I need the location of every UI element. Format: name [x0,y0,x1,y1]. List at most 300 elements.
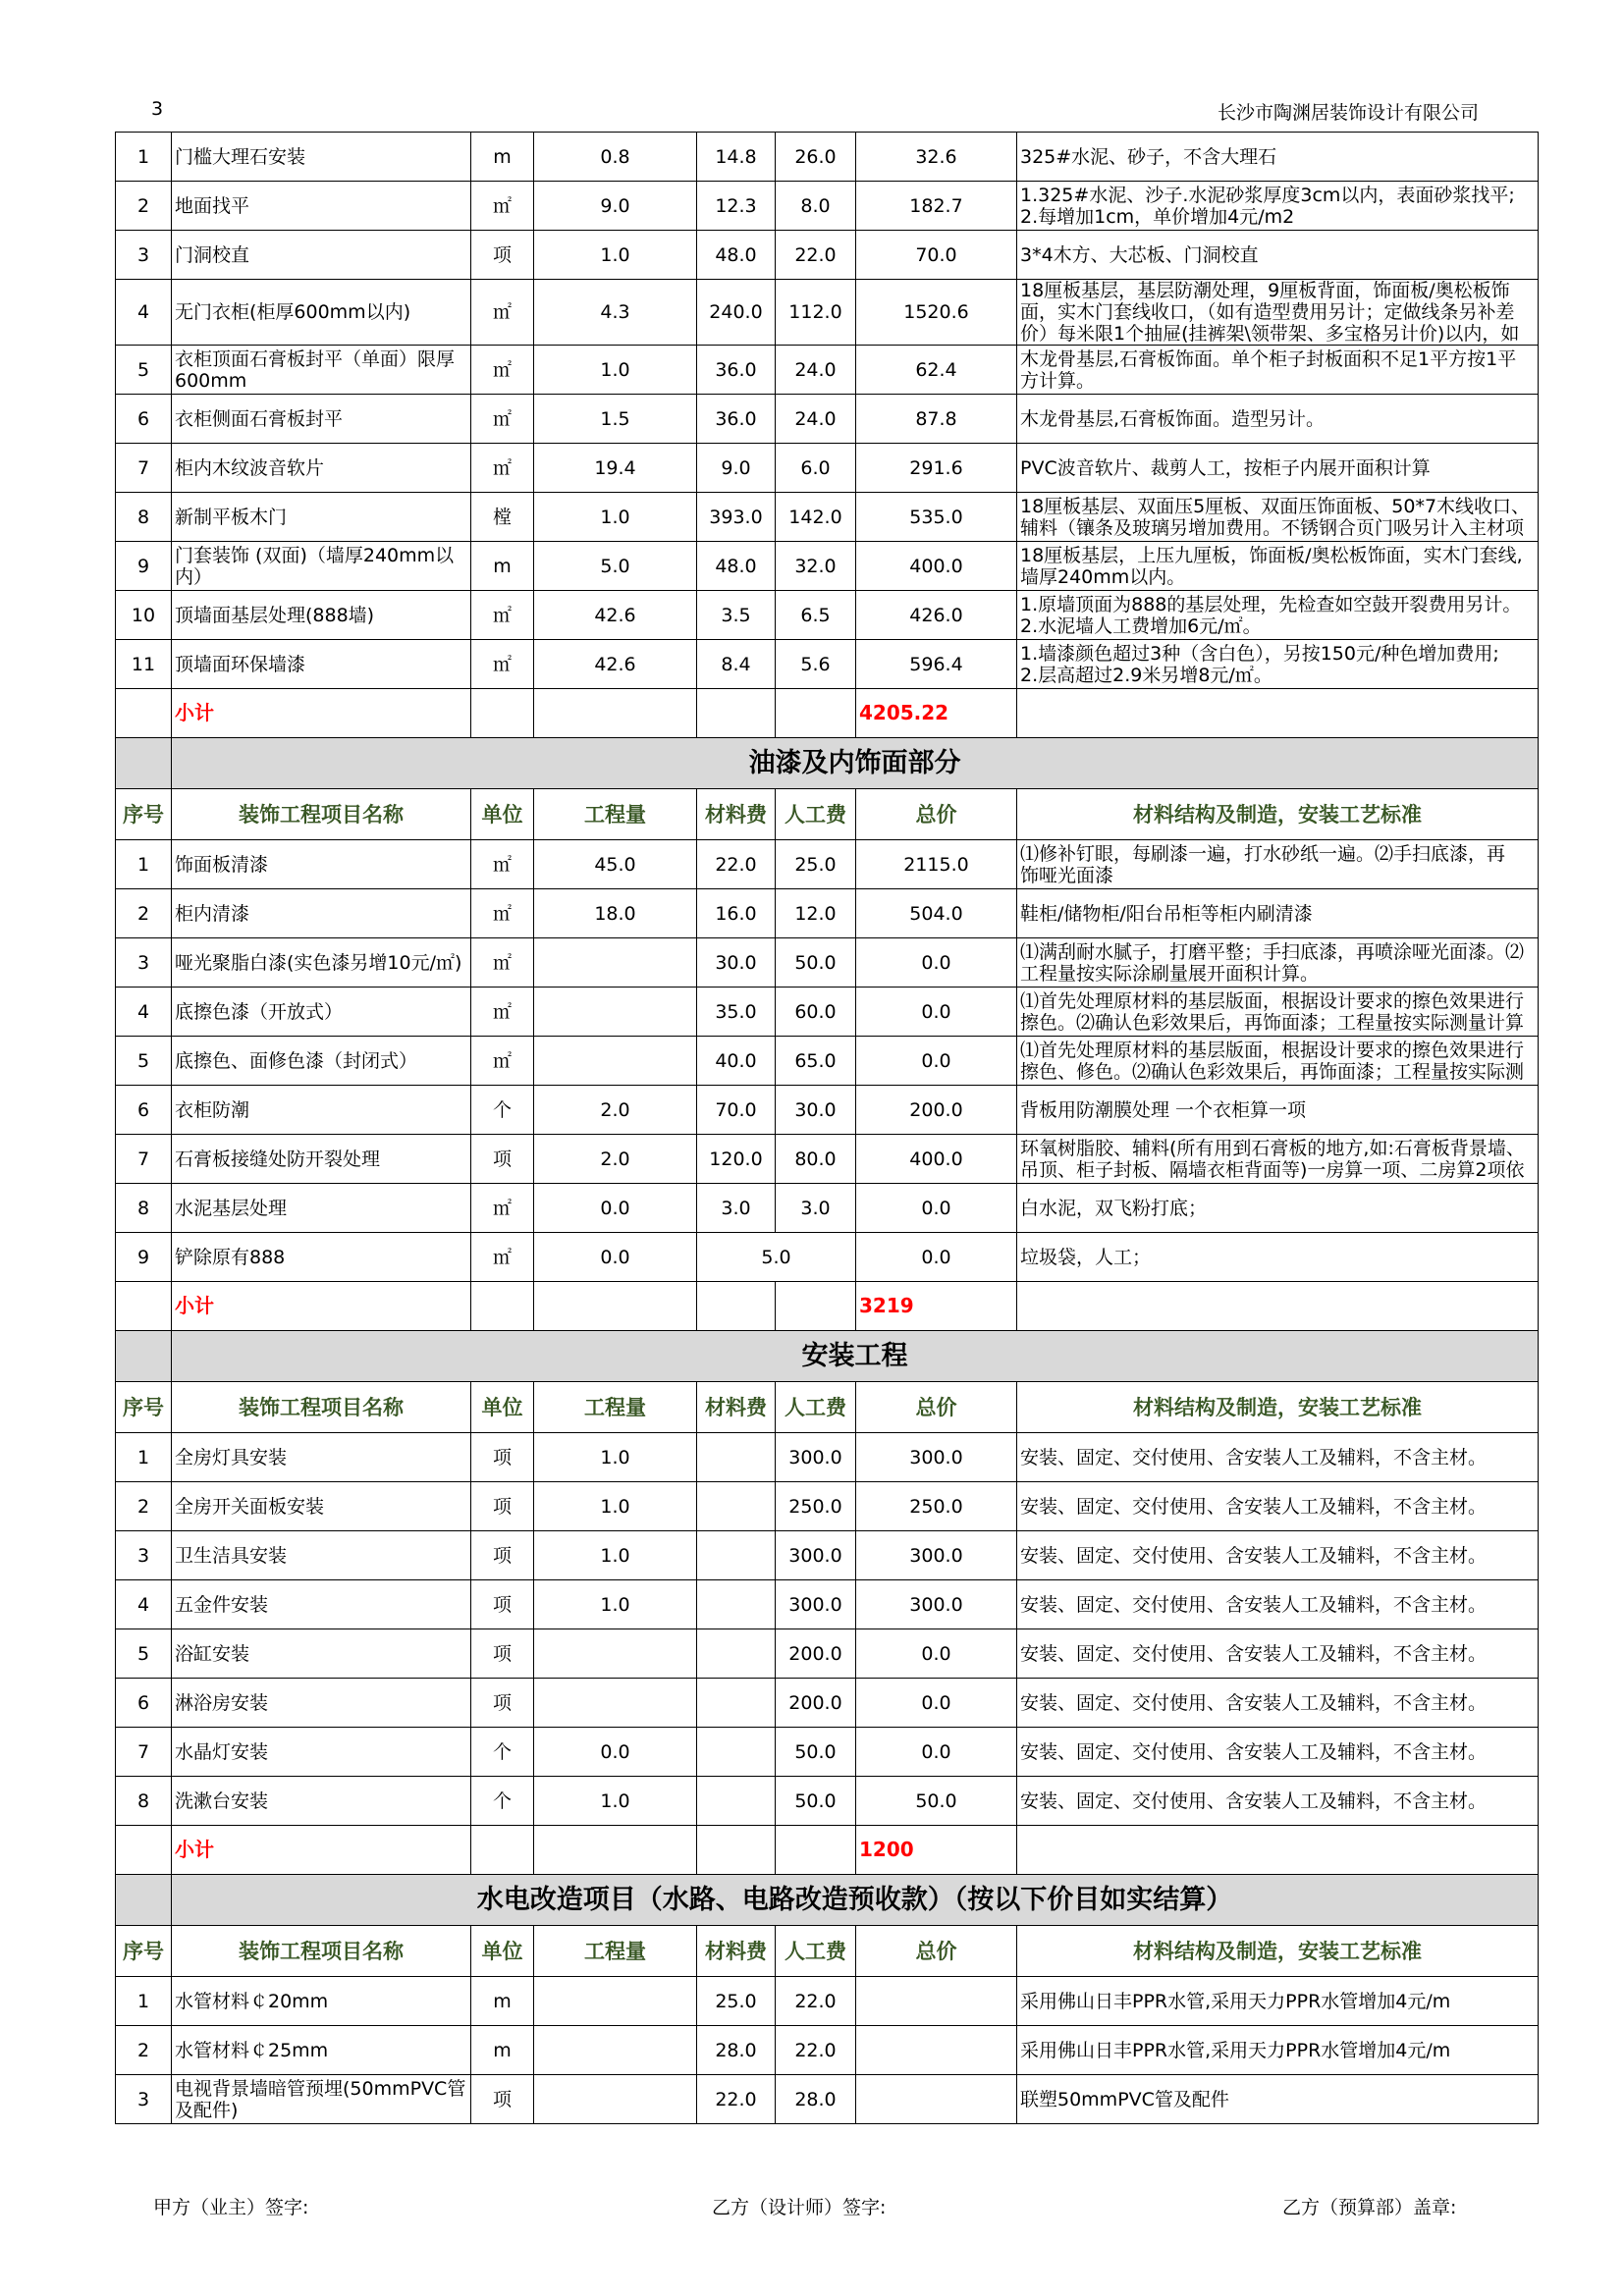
description-line: 方计算。 [1020,369,1096,392]
column-header-unit: 单位 [471,1382,534,1433]
total-price: 0.0 [856,938,1017,988]
material-cost: 16.0 [697,889,776,938]
description-line: 18厘板基层，基层防潮处理，9厘板背面，饰面板/奥松板饰 [1020,280,1510,301]
column-header-row [116,1926,1539,1977]
item-name: 底擦色漆（开放式） [172,988,471,1037]
quantity: 9.0 [534,182,697,231]
column-header-total: 总价 [856,1382,1017,1433]
quantity: 2.0 [534,1086,697,1135]
subtotal-value-cell [856,1282,1017,1331]
description-line: 2.每增加1cm，单价增加4元/m2 [1020,205,1295,228]
quantity: 1.0 [534,493,697,542]
item-name: 新制平板木门 [172,493,471,542]
material-cost [697,1679,776,1728]
item-name: 水晶灯安装 [172,1728,471,1777]
table-row [116,182,1539,231]
labor-cost: 25.0 [776,840,856,889]
item-name: 水管材料￠20mm [172,1977,471,2026]
quantity: 45.0 [534,840,697,889]
quantity: 42.6 [534,591,697,640]
material-cost: 22.0 [697,840,776,889]
quantity [534,1679,697,1728]
description [1017,1777,1539,1826]
total-price: 50.0 [856,1777,1017,1826]
description [1017,988,1539,1037]
total-price: 32.6 [856,133,1017,182]
total-price: 0.0 [856,1037,1017,1086]
material-cost: 36.0 [697,395,776,444]
description-line: 工程量按实际涂刷量展开面积计算。 [1020,962,1320,985]
table-row [116,1728,1539,1777]
material-cost [697,1433,776,1482]
row-number: 7 [116,1728,172,1777]
description-line: 联塑50mmPVC管及配件 [1020,2088,1229,2110]
labor-cost: 28.0 [776,2075,856,2124]
quantity: 1.0 [534,1777,697,1826]
item-name: 全房灯具安装 [172,1433,471,1482]
description [1017,1233,1539,1282]
unit: ㎡ [471,280,534,346]
subtotal-empty-cell [776,689,856,738]
page-number: 3 [151,98,164,120]
table-row [116,1135,1539,1184]
quantity [534,1037,697,1086]
material-cost: 36.0 [697,346,776,395]
table-row [116,1531,1539,1580]
column-header-desc: 材料结构及制造，安装工艺标准 [1017,1926,1539,1977]
description [1017,542,1539,591]
table-row [116,1086,1539,1135]
item-name: 石膏板接缝处防开裂处理 [172,1135,471,1184]
labor-cost: 22.0 [776,2026,856,2075]
total-price: 426.0 [856,591,1017,640]
description [1017,182,1539,231]
labor-cost: 142.0 [776,493,856,542]
table-row [116,1184,1539,1233]
material-cost: 48.0 [697,542,776,591]
party-b-designer-signature: 乙方（设计师）签字: [712,2197,887,2218]
description-line: 安装、固定、交付使用、含安装人工及辅料，不含主材。 [1020,1642,1488,1665]
description [1017,346,1539,395]
material-cost: 12.3 [697,182,776,231]
item-name: 淋浴房安装 [172,1679,471,1728]
description-line: 1.325#水泥、沙子.水泥砂浆厚度3cm以内，表面砂浆找平; [1020,184,1515,206]
description-line: 325#水泥、砂子，不含大理石 [1020,145,1277,168]
quantity: 1.0 [534,1482,697,1531]
description-line: ⑴首先处理原材料的基层版面，根据设计要求的擦色效果进行 [1020,1039,1525,1061]
table-row [116,1580,1539,1629]
table-row [116,542,1539,591]
description-line: 面，实木门套线收口，（如有造型费用另计；定做线条另补差 [1020,301,1515,323]
description-line: 安装、固定、交付使用、含安装人工及辅料，不含主材。 [1020,1789,1488,1812]
row-number: 3 [116,938,172,988]
item-name: 衣柜侧面石膏板封平 [172,395,471,444]
subtotal-value-cell [856,689,1017,738]
material-cost [697,1580,776,1629]
unit: m [471,1977,534,2026]
description-line: 辅料（镶条及玻璃另增加费用。不锈钢合页门吸另计入主材项 [1020,516,1525,539]
description-line: ⑴首先处理原材料的基层版面，根据设计要求的擦色效果进行 [1020,989,1525,1012]
description [1017,1135,1539,1184]
column-header-name: 装饰工程项目名称 [172,789,471,840]
item-name: 洗漱台安装 [172,1777,471,1826]
combined-cost: 5.0 [697,1233,856,1282]
subtotal-empty-cell [1017,1282,1539,1331]
table-row [116,938,1539,988]
description-line: 安装、固定、交付使用、含安装人工及辅料，不含主材。 [1020,1495,1488,1518]
quantity [534,2075,697,2124]
column-header-total: 总价 [856,789,1017,840]
item-name: 衣柜防潮 [172,1086,471,1135]
description-line: 擦色。⑵确认色彩效果后，再饰面漆；工程量按实际测量计算 [1020,1011,1525,1034]
labor-cost: 200.0 [776,1679,856,1728]
material-cost: 3.5 [697,591,776,640]
subtotal-value: 1200 [859,1838,914,1861]
column-header-qty: 工程量 [534,1926,697,1977]
quantity: 18.0 [534,889,697,938]
description-line: ⑴满刮耐水腻子，打磨平整；手扫底漆，再喷涂哑光面漆。⑵ [1020,940,1525,963]
material-cost: 35.0 [697,988,776,1037]
labor-cost: 32.0 [776,542,856,591]
description [1017,1629,1539,1679]
row-number: 7 [116,1135,172,1184]
description [1017,1482,1539,1531]
section-title: 水电改造项目（水路、电路改造预收款）（按以下价目如实结算） [172,1875,1539,1926]
subtotal-empty-cell [776,1826,856,1875]
total-price: 0.0 [856,988,1017,1037]
row-number: 3 [116,2075,172,2124]
unit: 项 [471,1433,534,1482]
table-row [116,2075,1539,2124]
total-price: 70.0 [856,231,1017,280]
total-price: 87.8 [856,395,1017,444]
labor-cost: 22.0 [776,1977,856,2026]
row-number: 8 [116,1184,172,1233]
section-blank-cell [116,1875,172,1926]
column-header-desc: 材料结构及制造，安装工艺标准 [1017,1382,1539,1433]
description [1017,1977,1539,2026]
quantity: 5.0 [534,542,697,591]
description-line: 安装、固定、交付使用、含安装人工及辅料，不含主材。 [1020,1446,1488,1468]
row-number: 5 [116,1629,172,1679]
quantity: 0.0 [534,1233,697,1282]
unit: ㎡ [471,889,534,938]
subtotal-label-cell [172,689,471,738]
column-header-labor: 人工费 [776,789,856,840]
subtotal-blank [116,689,172,738]
total-price [856,2075,1017,2124]
unit: 项 [471,1482,534,1531]
row-number: 8 [116,493,172,542]
unit: 项 [471,2075,534,2124]
quantity: 0.0 [534,1728,697,1777]
unit: 项 [471,1679,534,1728]
section-title: 油漆及内饰面部分 [172,738,1539,789]
column-header-desc: 材料结构及制造，安装工艺标准 [1017,789,1539,840]
subtotal-empty-cell [534,1282,697,1331]
description-line: 墙厚240mm以内。 [1020,565,1186,588]
subtotal-empty-cell [697,1826,776,1875]
row-number: 7 [116,444,172,493]
description-line: 环氧树脂胶、辅料(所有用到石膏板的地方,如:石膏板背景墙、 [1020,1137,1525,1159]
table-row [116,1233,1539,1282]
description [1017,840,1539,889]
total-price [856,1977,1017,2026]
budget-table-body [116,133,1539,2124]
row-number: 2 [116,889,172,938]
total-price: 291.6 [856,444,1017,493]
quantity: 1.0 [534,1580,697,1629]
unit: ㎡ [471,182,534,231]
unit: 项 [471,1580,534,1629]
description-line: 18厘板基层，上压九厘板，饰面板/奥松板饰面，实木门套线, [1020,544,1523,566]
item-name: 哑光聚脂白漆(实色漆另增10元/㎡) [172,938,471,988]
labor-cost: 300.0 [776,1433,856,1482]
column-header-labor: 人工费 [776,1382,856,1433]
description-line: ⑴修补钉眼，每刷漆一遍，打水砂纸一遍。⑵手扫底漆，再 [1020,842,1506,865]
material-cost: 3.0 [697,1184,776,1233]
labor-cost: 6.0 [776,444,856,493]
table-row [116,346,1539,395]
labor-cost: 80.0 [776,1135,856,1184]
quantity [534,1629,697,1679]
labor-cost: 3.0 [776,1184,856,1233]
row-number: 1 [116,1433,172,1482]
section-blank-cell [116,1331,172,1382]
labor-cost: 60.0 [776,988,856,1037]
item-name: 全房开关面板安装 [172,1482,471,1531]
item-name: 铲除原有888 [172,1233,471,1282]
subtotal-empty-cell [471,1282,534,1331]
description-line: 安装、固定、交付使用、含安装人工及辅料，不含主材。 [1020,1691,1488,1714]
labor-cost: 12.0 [776,889,856,938]
subtotal-empty-cell [1017,689,1539,738]
row-number: 10 [116,591,172,640]
material-cost [697,1629,776,1679]
unit: ㎡ [471,840,534,889]
material-cost: 8.4 [697,640,776,689]
section-header-row [116,738,1539,789]
row-number: 6 [116,395,172,444]
description [1017,1433,1539,1482]
column-header-mat: 材料费 [697,789,776,840]
description-line: 木龙骨基层,石膏板饰面。单个柜子封板面积不足1平方按1平 [1020,347,1517,370]
description [1017,493,1539,542]
unit: 个 [471,1728,534,1777]
subtotal-empty-cell [697,1282,776,1331]
labor-cost: 112.0 [776,280,856,346]
quantity: 0.0 [534,1184,697,1233]
description-line: PVC波音软片、裁剪人工，按柜子内展开面积计算 [1020,456,1431,479]
total-price: 250.0 [856,1482,1017,1531]
description [1017,1580,1539,1629]
item-name: 水管材料￠25mm [172,2026,471,2075]
labor-cost: 50.0 [776,1728,856,1777]
quantity [534,938,697,988]
quantity: 2.0 [534,1135,697,1184]
material-cost: 48.0 [697,231,776,280]
labor-cost: 30.0 [776,1086,856,1135]
item-name: 饰面板清漆 [172,840,471,889]
quantity: 1.0 [534,231,697,280]
row-number: 3 [116,231,172,280]
column-header-total: 总价 [856,1926,1017,1977]
description [1017,133,1539,182]
material-cost: 120.0 [697,1135,776,1184]
total-price: 400.0 [856,1135,1017,1184]
unit: 项 [471,231,534,280]
row-number: 5 [116,346,172,395]
description [1017,2075,1539,2124]
quantity [534,2026,697,2075]
material-cost: 393.0 [697,493,776,542]
column-header-qty: 工程量 [534,1382,697,1433]
table-row [116,133,1539,182]
unit: m [471,133,534,182]
column-header-no: 序号 [116,1382,172,1433]
material-cost [697,1482,776,1531]
description-line: 白水泥，双飞粉打底； [1020,1197,1208,1219]
row-number: 5 [116,1037,172,1086]
description [1017,591,1539,640]
unit: 项 [471,1531,534,1580]
description [1017,444,1539,493]
labor-cost: 200.0 [776,1629,856,1679]
total-price: 2115.0 [856,840,1017,889]
row-number: 2 [116,182,172,231]
description [1017,1086,1539,1135]
table-row [116,1629,1539,1679]
row-number: 8 [116,1777,172,1826]
description-line: 采用佛山日丰PPR水管,采用天力PPR水管增加4元/m [1020,1990,1451,2012]
total-price: 300.0 [856,1531,1017,1580]
total-price: 0.0 [856,1629,1017,1679]
description [1017,231,1539,280]
party-a-signature: 甲方（业主）签字: [153,2197,309,2218]
subtotal-blank [116,1282,172,1331]
description [1017,2026,1539,2075]
subtotal-row [116,689,1539,738]
item-name: 五金件安装 [172,1580,471,1629]
total-price: 596.4 [856,640,1017,689]
labor-cost: 300.0 [776,1531,856,1580]
column-header-name: 装饰工程项目名称 [172,1926,471,1977]
description-line: 安装、固定、交付使用、含安装人工及辅料，不含主材。 [1020,1544,1488,1567]
description-line: 安装、固定、交付使用、含安装人工及辅料，不含主材。 [1020,1740,1488,1763]
description-line: 采用佛山日丰PPR水管,采用天力PPR水管增加4元/m [1020,2039,1451,2061]
quantity [534,988,697,1037]
description-line: 背板用防潮膜处理 一个衣柜算一项 [1020,1098,1307,1121]
subtotal-value-cell [856,1826,1017,1875]
quantity: 1.0 [534,1531,697,1580]
unit: 个 [471,1086,534,1135]
quantity: 4.3 [534,280,697,346]
labor-cost: 300.0 [776,1580,856,1629]
subtotal-empty-cell [697,689,776,738]
description [1017,1531,1539,1580]
description [1017,1728,1539,1777]
description-line: 垃圾袋，人工； [1020,1246,1152,1268]
column-header-no: 序号 [116,1926,172,1977]
description-line: 吊顶、柜子封板、隔墙衣柜背面等)一房算一项、二房算2项依 [1020,1158,1525,1181]
table-row [116,395,1539,444]
total-price: 182.7 [856,182,1017,231]
description-line: 价）每米限1个抽屉(挂裤架\领带架、多宝格另计价)以内，如 [1020,323,1520,345]
description-line: 3*4木方、大芯板、门洞校直 [1020,243,1259,266]
description [1017,1679,1539,1728]
column-header-no: 序号 [116,789,172,840]
description [1017,395,1539,444]
row-number: 1 [116,1977,172,2026]
table-row [116,493,1539,542]
section-blank-cell [116,738,172,789]
item-name: 底擦色、面修色漆（封闭式） [172,1037,471,1086]
subtotal-label: 小计 [175,701,214,724]
row-number: 3 [116,1531,172,1580]
labor-cost: 24.0 [776,346,856,395]
company-name: 长沙市陶渊居装饰设计有限公司 [1217,102,1479,124]
material-cost: 9.0 [697,444,776,493]
total-price: 1520.6 [856,280,1017,346]
unit: ㎡ [471,1184,534,1233]
column-header-mat: 材料费 [697,1926,776,1977]
labor-cost: 65.0 [776,1037,856,1086]
unit: ㎡ [471,1037,534,1086]
item-name: 浴缸安装 [172,1629,471,1679]
subtotal-value: 4205.22 [859,701,949,724]
subtotal-value: 3219 [859,1294,914,1317]
subtotal-blank [116,1826,172,1875]
description-line: 2.水泥墙人工费增加6元/㎡。 [1020,614,1262,637]
labor-cost: 6.5 [776,591,856,640]
column-header-labor: 人工费 [776,1926,856,1977]
section-header-row [116,1875,1539,1926]
quantity: 1.5 [534,395,697,444]
unit: ㎡ [471,640,534,689]
table-row [116,2026,1539,2075]
material-cost [697,1531,776,1580]
table-row [116,1777,1539,1826]
row-number: 1 [116,840,172,889]
description-line: 饰哑光面漆 [1020,864,1114,886]
item-name: 电视背景墙暗管预埋(50mmPVC管及配件) [172,2075,471,2124]
material-cost: 30.0 [697,938,776,988]
unit: ㎡ [471,591,534,640]
material-cost: 28.0 [697,2026,776,2075]
quantity [534,1977,697,2026]
material-cost: 70.0 [697,1086,776,1135]
labor-cost: 26.0 [776,133,856,182]
table-row [116,640,1539,689]
total-price: 0.0 [856,1728,1017,1777]
item-name: 门洞校直 [172,231,471,280]
item-name: 卫生洁具安装 [172,1531,471,1580]
subtotal-label-cell [172,1282,471,1331]
unit: ㎡ [471,444,534,493]
material-cost: 25.0 [697,1977,776,2026]
subtotal-label-cell [172,1826,471,1875]
description-line: 2.层高超过2.9米另增8元/㎡。 [1020,664,1272,686]
subtotal-empty-cell [1017,1826,1539,1875]
table-row [116,840,1539,889]
total-price: 0.0 [856,1233,1017,1282]
total-price [856,2026,1017,2075]
description [1017,1184,1539,1233]
item-name: 衣柜顶面石膏板封平（单面）限厚600mm [172,346,471,395]
column-header-row [116,1382,1539,1433]
total-price: 300.0 [856,1433,1017,1482]
subtotal-empty-cell [534,689,697,738]
